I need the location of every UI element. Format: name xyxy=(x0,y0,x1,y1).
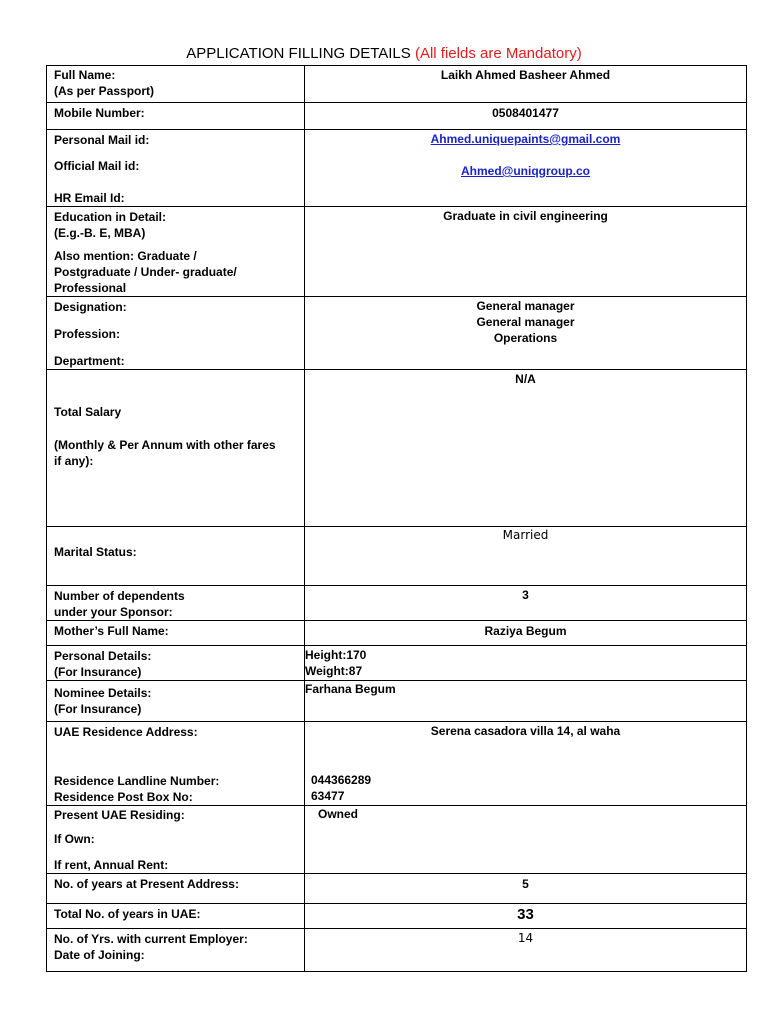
years-uae-text: 33 xyxy=(517,906,534,923)
hr-email-label: HR Email Id: xyxy=(54,191,125,205)
years-uae-label xyxy=(47,904,305,929)
personal-details-value[interactable] xyxy=(305,646,747,681)
profession-label: Profession: xyxy=(54,327,121,341)
row-years-uae xyxy=(47,904,747,929)
salary-label-note-1: (Monthly & Per Annum with other fares xyxy=(54,438,276,452)
education-mention-3: Professional xyxy=(54,281,127,295)
mobile-text: 0508401477 xyxy=(492,106,559,120)
personal-mail-link[interactable]: Ahmed.uniquepaints@gmail.com xyxy=(430,132,621,146)
full-name-value[interactable] xyxy=(305,66,747,103)
residence-address-text: Serena casadora villa 14, al waha xyxy=(430,724,621,738)
mobile-label xyxy=(47,103,305,130)
personal-details-label-text: Personal Details: xyxy=(54,649,152,663)
salary-text: N/A xyxy=(515,372,536,386)
designation-label xyxy=(47,297,305,370)
residence-landline-label: Residence Landline Number: xyxy=(54,774,220,788)
employer-label xyxy=(47,929,305,972)
official-mail-label: Official Mail id: xyxy=(54,159,140,173)
residing-label-text: Present UAE Residing: xyxy=(54,808,185,822)
years-address-label-text: No. of years at Present Address: xyxy=(54,877,239,891)
row-residence xyxy=(47,722,747,806)
salary-value[interactable] xyxy=(305,370,747,527)
residence-landline-text: 044366289 xyxy=(311,773,372,787)
education-example: (E.g.-B. E, MBA) xyxy=(54,226,146,240)
dependents-label-1: Number of dependents xyxy=(54,589,185,603)
marital-value[interactable] xyxy=(305,527,747,586)
years-address-text: 5 xyxy=(522,877,529,891)
personal-details-label-note: (For Insurance) xyxy=(54,665,142,679)
row-residing xyxy=(47,806,747,874)
dependents-text: 3 xyxy=(522,588,529,602)
years-uae-value[interactable] xyxy=(305,904,747,929)
height-text: Height:170 xyxy=(305,648,367,662)
mother-label xyxy=(47,621,305,646)
residence-label xyxy=(47,722,305,806)
row-full-name xyxy=(47,66,747,103)
mobile-value[interactable] xyxy=(305,103,747,130)
personal-details-label xyxy=(47,646,305,681)
education-mention-2: Postgraduate / Under- graduate/ xyxy=(54,265,237,279)
application-form-table xyxy=(46,65,747,972)
row-education xyxy=(47,207,747,297)
department-label: Department: xyxy=(54,354,125,368)
title-mandatory-note: (All fields are Mandatory) xyxy=(414,45,582,62)
row-nominee xyxy=(47,681,747,722)
years-uae-label-text: Total No. of years in UAE: xyxy=(54,907,201,921)
residence-value[interactable] xyxy=(305,722,747,806)
row-designation xyxy=(47,297,747,370)
nominee-value[interactable] xyxy=(305,681,747,722)
page-title xyxy=(0,44,768,64)
employer-value[interactable] xyxy=(305,929,747,972)
row-salary xyxy=(47,370,747,527)
dependents-label-2: under your Sponsor: xyxy=(54,605,173,619)
if-own-label: If Own: xyxy=(54,832,95,846)
education-mention-1: Also mention: Graduate / xyxy=(54,249,197,263)
nominee-label xyxy=(47,681,305,722)
dependents-value[interactable] xyxy=(305,586,747,621)
education-value[interactable] xyxy=(305,207,747,297)
row-mother xyxy=(47,621,747,646)
residing-text: Owned xyxy=(318,807,359,821)
mail-value xyxy=(305,130,747,207)
row-years-address xyxy=(47,874,747,904)
salary-label xyxy=(47,370,305,527)
full-name-label-text: Full Name: xyxy=(54,68,116,82)
row-employer xyxy=(47,929,747,972)
weight-text: Weight:87 xyxy=(305,664,363,678)
residence-pobox-label: Residence Post Box No: xyxy=(54,790,193,804)
residence-address-label: UAE Residence Address: xyxy=(54,725,198,739)
marital-text: Married xyxy=(502,528,549,542)
designation-value[interactable] xyxy=(305,297,747,370)
department-text: Operations xyxy=(493,331,558,345)
nominee-text: Farhana Begum xyxy=(305,682,396,696)
profession-text: General manager xyxy=(476,315,575,329)
row-dependents xyxy=(47,586,747,621)
designation-label-text: Designation: xyxy=(54,300,127,314)
education-label-text: Education in Detail: xyxy=(54,210,167,224)
employer-years-text: 14 xyxy=(517,931,534,945)
title-main: APPLICATION FILLING DETAILS xyxy=(186,45,411,62)
marital-label xyxy=(47,527,305,586)
row-mobile xyxy=(47,103,747,130)
residing-value[interactable] xyxy=(305,806,747,874)
full-name-label-note: (As per Passport) xyxy=(54,84,155,98)
official-mail-link[interactable]: Ahmed@uniqgroup.co xyxy=(460,164,591,178)
years-address-label xyxy=(47,874,305,904)
mail-label xyxy=(47,130,305,207)
mother-text: Raziya Begum xyxy=(484,624,567,638)
row-personal-details xyxy=(47,646,747,681)
marital-label-text: Marital Status: xyxy=(54,545,137,559)
salary-label-note-2: if any): xyxy=(54,454,94,468)
designation-text: General manager xyxy=(476,299,575,313)
residing-label xyxy=(47,806,305,874)
row-marital xyxy=(47,527,747,586)
residence-pobox-text: 63477 xyxy=(311,789,345,803)
years-address-value[interactable] xyxy=(305,874,747,904)
salary-label-text: Total Salary xyxy=(54,405,122,419)
mother-label-text: Mother’s Full Name: xyxy=(54,624,169,638)
date-of-joining-label: Date of Joining: xyxy=(54,948,145,962)
if-rent-label: If rent, Annual Rent: xyxy=(54,858,169,872)
row-mail xyxy=(47,130,747,207)
personal-mail-label: Personal Mail id: xyxy=(54,133,150,147)
mother-value[interactable] xyxy=(305,621,747,646)
employer-years-label: No. of Yrs. with current Employer: xyxy=(54,932,248,946)
mobile-label-text: Mobile Number: xyxy=(54,106,145,120)
full-name-label xyxy=(47,66,305,103)
nominee-label-text: Nominee Details: xyxy=(54,686,152,700)
nominee-label-note: (For Insurance) xyxy=(54,702,142,716)
education-label xyxy=(47,207,305,297)
education-text: Graduate in civil engineering xyxy=(443,209,608,223)
dependents-label xyxy=(47,586,305,621)
full-name-text: Laikh Ahmed Basheer Ahmed xyxy=(440,68,611,82)
